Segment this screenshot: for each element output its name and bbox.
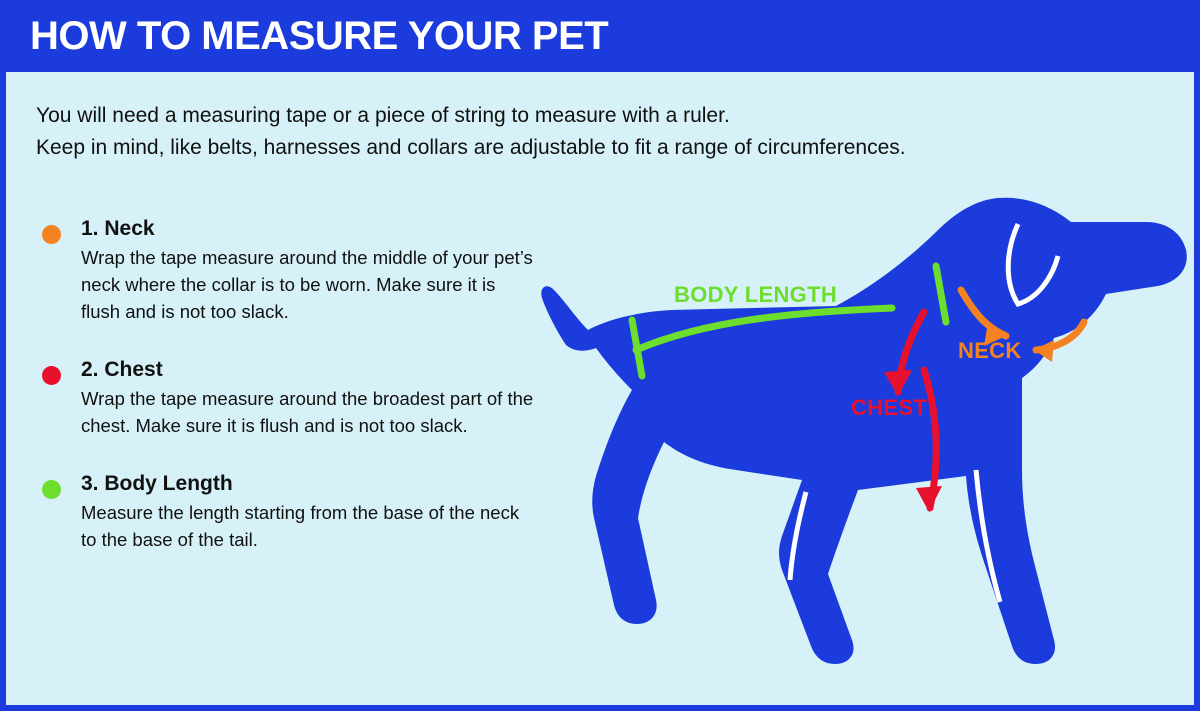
list-item <box>36 470 536 554</box>
intro-line-2: Keep in mind, like belts, harnesses and collars are adjustable to fit a range of circumferences. <box>36 135 906 159</box>
intro-text <box>36 100 1036 163</box>
label-neck: NECK <box>958 338 1022 363</box>
list-item <box>36 356 536 440</box>
label-chest: CHEST <box>851 395 928 420</box>
label-body-length: BODY LENGTH <box>674 282 838 307</box>
measurement-steps-list <box>36 215 536 584</box>
list-item <box>36 215 536 326</box>
header-bar <box>6 0 1200 72</box>
step-title-neck: 1. Neck <box>81 217 155 240</box>
step-title-chest: 2. Chest <box>81 357 163 381</box>
step-desc-body-length: Measure the length starting from the base of the neck to the base of the tail. <box>81 501 520 550</box>
page-title: HOW TO MEASURE YOUR PET <box>30 13 609 58</box>
dog-diagram <box>506 170 1196 700</box>
bullet-body-length-icon <box>42 480 61 499</box>
dog-silhouette-icon <box>541 198 1186 664</box>
step-desc-neck: Wrap the tape measure around the middle of your pet’s neck where the collar is to be worn. Make sure it is flush and is not too slack. <box>81 247 533 322</box>
bullet-chest-icon <box>42 366 61 385</box>
step-desc-chest: Wrap the tape measure around the broadest part of the chest. Make sure it is flush and is not too slack. <box>81 388 534 436</box>
step-title-body-length: 3. Body Length <box>81 471 233 495</box>
intro-line-1: You will need a measuring tape or a piece of string to measure with a ruler. <box>36 104 730 127</box>
bullet-neck-icon <box>42 225 61 244</box>
